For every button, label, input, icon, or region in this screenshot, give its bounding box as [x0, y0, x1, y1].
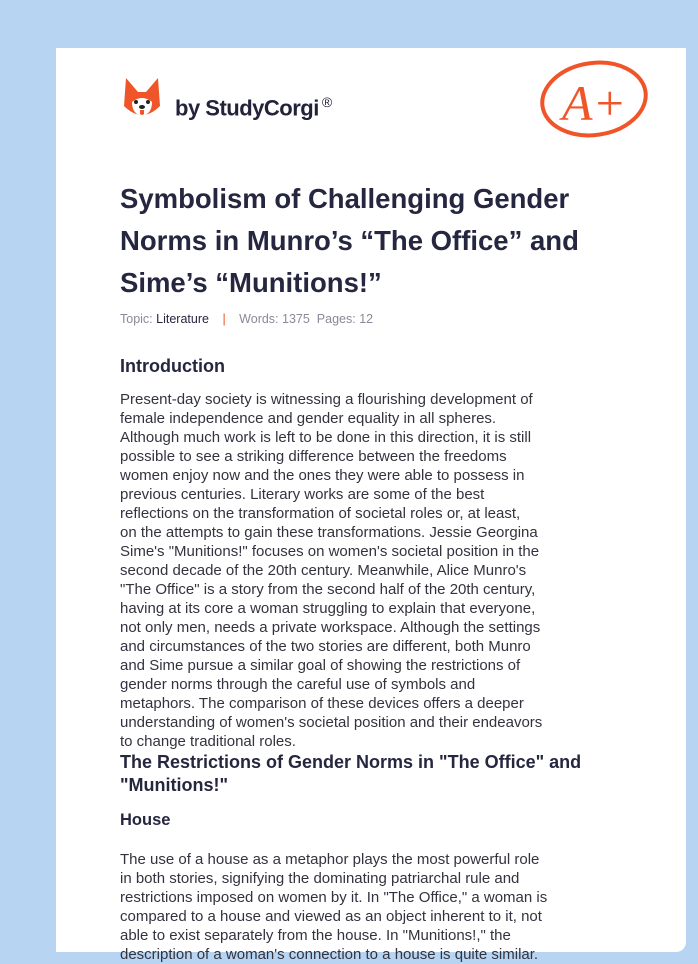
paragraph-line: previous centuries. Literary works are some of the best — [120, 486, 485, 503]
paragraph-line: able to exist separately from the house. In "Munitions!," the — [120, 927, 511, 944]
paragraph-line: reflections on the transformation of societal roles or, at least, — [120, 505, 521, 522]
page-title: Symbolism of Challenging Gender Norms in Munro’s “The Office” and Sime’s “Munitions!” — [120, 183, 579, 298]
words-count: 1375 — [282, 312, 310, 326]
paragraph-line: understanding of women's societal position and their endeavors — [120, 714, 543, 731]
paragraph-line: Present-day society is witnessing a flourishing development of — [120, 391, 533, 408]
paragraph-line: compared to a house and viewed as an object inherent to it, not — [120, 908, 542, 925]
paragraph-line: women enjoy now and the ones they were able to possess in — [120, 467, 525, 484]
paragraph-line: gender norms through the careful use of symbols and — [120, 676, 476, 693]
meta-separator: | — [222, 312, 226, 326]
intro-heading: Introduction — [120, 356, 225, 376]
pages-label: Pages: — [316, 312, 356, 326]
words-label: Words: — [239, 312, 279, 326]
corgi-icon — [122, 76, 162, 120]
studycorgi-logo[interactable] — [122, 76, 162, 120]
paragraph-line: and Sime pursue a similar goal of showing the restrictions of — [120, 657, 521, 674]
paragraph-line: female independence and gender equality in all spheres. — [120, 410, 497, 427]
paragraph-line: Although much work is left to be done in this direction, it is still — [120, 429, 532, 446]
paragraph-line: to change traditional roles. — [120, 733, 296, 750]
paragraph-line: The use of a house as a metaphor plays the most powerful role — [120, 851, 540, 868]
paragraph-line: having at its core a woman struggling to explain that everyone, — [120, 600, 536, 617]
pages-count: 12 — [359, 312, 374, 326]
paragraph-line: possible to see a striking difference between the freedoms — [120, 448, 507, 465]
paragraph-line: metaphors. The comparison of these devices offers a deeper — [120, 695, 524, 712]
topic-link[interactable]: Literature — [156, 312, 209, 326]
paragraph-line: on the attempts to gain these transformations. Jessie Georgina — [120, 524, 538, 541]
registered-mark: ® — [321, 94, 332, 110]
paragraph-line: second decade of the 20th century. Meanwhile, Alice Munro's — [120, 562, 527, 579]
article-body — [120, 355, 680, 964]
paragraph-line: not only men, needs a private workspace. Although the settings — [120, 619, 541, 636]
restrictions-heading: The Restrictions of Gender Norms in "The Office" and "Munitions!" — [120, 752, 582, 795]
grade-text: A+ — [562, 75, 627, 131]
intro-paragraph — [120, 390, 680, 751]
brand-name — [175, 94, 332, 121]
paragraph-line: "The Office" is a story from the second half of the 20th century, — [120, 581, 536, 598]
paragraph-line: in both stories, signifying the dominating patriarchal rule and — [120, 870, 520, 887]
article-meta — [120, 312, 373, 326]
paragraph-line: restrictions imposed on women by it. In "The Office," a woman is — [120, 889, 548, 906]
topic-label: Topic: — [120, 312, 153, 326]
house-heading: House — [120, 811, 171, 829]
paragraph-line: description of a woman's connection to a house is quite similar. — [120, 946, 539, 963]
a-plus-grade-icon — [536, 58, 650, 140]
paragraph-line: Sime's "Munitions!" focuses on women's societal position in the — [120, 543, 540, 560]
brand-text: by StudyCorgi — [175, 95, 319, 121]
paragraph-line: and circumstances of the two stories are different, both Munro — [120, 638, 531, 655]
house-paragraph — [120, 850, 680, 964]
